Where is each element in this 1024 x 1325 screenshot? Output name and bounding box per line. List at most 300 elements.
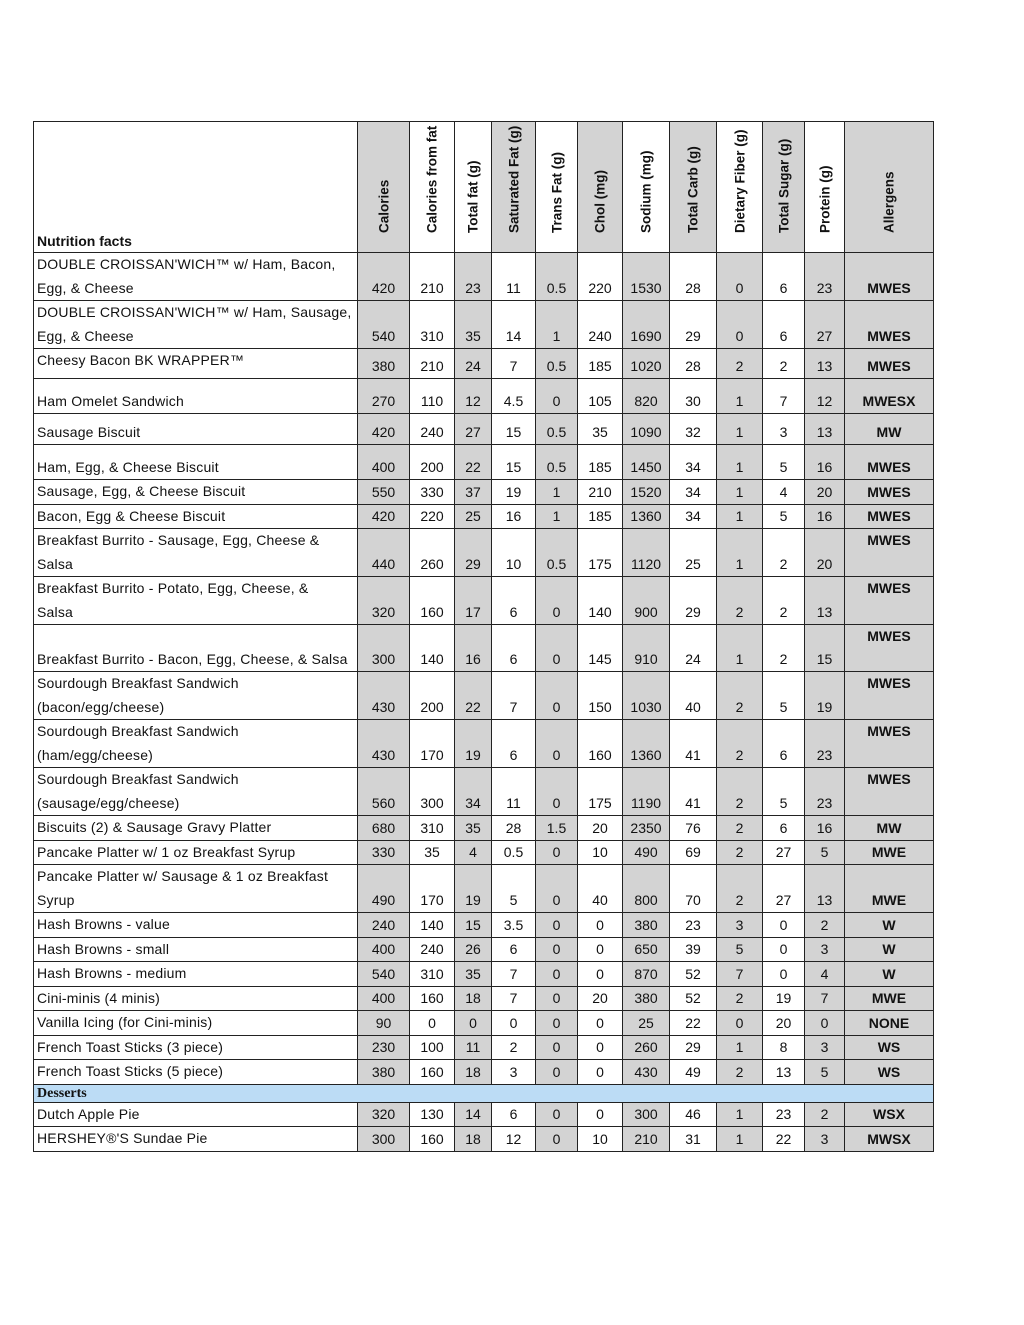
- value-cell: 40: [578, 865, 623, 913]
- value-cell: 320: [358, 577, 410, 625]
- allergen-cell: MW: [845, 816, 934, 841]
- value-cell: 1: [536, 301, 578, 349]
- value-cell: 540: [358, 301, 410, 349]
- value-cell: 6: [763, 720, 805, 768]
- value-cell: 380: [623, 913, 670, 938]
- item-name: [34, 379, 358, 414]
- item-name-line: Breakfast Burrito - Potato, Egg, Cheese, &: [37, 580, 309, 596]
- column-header-label: Total fat (g): [465, 160, 481, 233]
- item-name: [34, 1127, 358, 1152]
- value-cell: 69: [670, 840, 717, 865]
- allergen-cell: NONE: [845, 1011, 934, 1036]
- value-cell: 16: [805, 816, 845, 841]
- value-cell: 19: [763, 986, 805, 1011]
- value-cell: 20: [578, 816, 623, 841]
- item-name-line: (sausage/egg/cheese): [37, 794, 180, 811]
- value-cell: 5: [763, 445, 805, 480]
- value-cell: 5: [763, 504, 805, 529]
- value-cell: 490: [623, 840, 670, 865]
- value-cell: 2: [717, 1060, 763, 1085]
- value-cell: 0: [536, 1011, 578, 1036]
- value-cell: 6: [763, 253, 805, 301]
- value-cell: 35: [578, 414, 623, 445]
- value-cell: 29: [670, 1035, 717, 1060]
- value-cell: 5: [763, 672, 805, 720]
- item-name-line: Sourdough Breakfast Sandwich: [37, 723, 239, 739]
- item-name-line: Sausage, Egg, & Cheese Biscuit: [37, 483, 246, 499]
- item-name-line: Biscuits (2) & Sausage Gravy Platter: [37, 819, 272, 835]
- allergen-cell: MWES: [845, 625, 934, 672]
- value-cell: 820: [623, 379, 670, 414]
- value-cell: 6: [492, 937, 536, 962]
- column-header: [805, 122, 845, 253]
- value-cell: 240: [578, 301, 623, 349]
- value-cell: 40: [670, 672, 717, 720]
- value-cell: 300: [410, 768, 455, 816]
- value-cell: 0: [763, 962, 805, 987]
- value-cell: 6: [763, 301, 805, 349]
- value-cell: 430: [358, 672, 410, 720]
- value-cell: 28: [670, 253, 717, 301]
- value-cell: 4.5: [492, 379, 536, 414]
- value-cell: 15: [805, 625, 845, 672]
- column-header-label: Protein (g): [817, 165, 832, 233]
- table-row: [34, 445, 934, 480]
- value-cell: 0.5: [536, 529, 578, 577]
- value-cell: 16: [492, 504, 536, 529]
- value-cell: 16: [805, 445, 845, 480]
- column-header-label: Total Sugar (g): [776, 138, 791, 233]
- column-header: [717, 122, 763, 253]
- value-cell: 8: [763, 1035, 805, 1060]
- item-name-line: Ham, Egg, & Cheese Biscuit: [37, 458, 219, 475]
- value-cell: 140: [410, 913, 455, 938]
- column-header-label: Trans Fat (g): [549, 151, 564, 233]
- item-name-line: Hash Browns - small: [37, 940, 170, 957]
- value-cell: 2: [492, 1035, 536, 1060]
- value-cell: 185: [578, 504, 623, 529]
- item-name: [34, 625, 358, 672]
- value-cell: 30: [670, 379, 717, 414]
- value-cell: 17: [455, 577, 492, 625]
- item-name-line: Sourdough Breakfast Sandwich: [37, 675, 239, 691]
- value-cell: 22: [670, 1011, 717, 1036]
- value-cell: 1520: [623, 480, 670, 505]
- value-cell: 11: [492, 768, 536, 816]
- value-cell: 10: [578, 1127, 623, 1152]
- allergen-cell: MWES: [845, 253, 934, 301]
- value-cell: 240: [358, 913, 410, 938]
- value-cell: 260: [410, 529, 455, 577]
- value-cell: 46: [670, 1102, 717, 1127]
- value-cell: 200: [410, 445, 455, 480]
- value-cell: 105: [578, 379, 623, 414]
- item-name: [34, 349, 358, 379]
- allergen-cell: MWESX: [845, 379, 934, 414]
- value-cell: 39: [670, 937, 717, 962]
- table-row: [34, 504, 934, 529]
- value-cell: 1690: [623, 301, 670, 349]
- value-cell: 4: [805, 962, 845, 987]
- value-cell: 13: [763, 1060, 805, 1085]
- value-cell: 41: [670, 768, 717, 816]
- value-cell: 12: [455, 379, 492, 414]
- table-row: [34, 577, 934, 625]
- value-cell: 310: [410, 962, 455, 987]
- table-row: [34, 1035, 934, 1060]
- value-cell: 0: [536, 1035, 578, 1060]
- value-cell: 22: [763, 1127, 805, 1152]
- item-name-line: Breakfast Burrito - Bacon, Egg, Cheese, & Salsa: [37, 650, 348, 667]
- value-cell: 24: [670, 625, 717, 672]
- item-name-line: Syrup: [37, 891, 75, 908]
- value-cell: 19: [455, 720, 492, 768]
- value-cell: 1.5: [536, 816, 578, 841]
- value-cell: 2: [763, 625, 805, 672]
- value-cell: 13: [805, 577, 845, 625]
- value-cell: 160: [410, 577, 455, 625]
- allergen-cell: MWES: [845, 480, 934, 505]
- value-cell: 100: [410, 1035, 455, 1060]
- value-cell: 1: [717, 445, 763, 480]
- item-name: [34, 1060, 358, 1085]
- value-cell: 170: [410, 865, 455, 913]
- value-cell: 2350: [623, 816, 670, 841]
- value-cell: 220: [410, 504, 455, 529]
- value-cell: 1: [717, 1035, 763, 1060]
- value-cell: 800: [623, 865, 670, 913]
- value-cell: 3: [805, 937, 845, 962]
- value-cell: 300: [623, 1102, 670, 1127]
- value-cell: 20: [805, 529, 845, 577]
- value-cell: 3: [805, 1035, 845, 1060]
- value-cell: 0: [717, 253, 763, 301]
- value-cell: 440: [358, 529, 410, 577]
- value-cell: 1030: [623, 672, 670, 720]
- value-cell: 14: [492, 301, 536, 349]
- value-cell: 19: [805, 672, 845, 720]
- value-cell: 16: [455, 625, 492, 672]
- allergen-cell: W: [845, 913, 934, 938]
- value-cell: 1530: [623, 253, 670, 301]
- value-cell: 2: [805, 1102, 845, 1127]
- value-cell: 6: [492, 1102, 536, 1127]
- value-cell: 230: [358, 1035, 410, 1060]
- table-title: Nutrition facts: [34, 122, 358, 253]
- value-cell: 5: [492, 865, 536, 913]
- column-header: [536, 122, 578, 253]
- value-cell: 0.5: [492, 840, 536, 865]
- allergen-cell: MWSX: [845, 1127, 934, 1152]
- table-row: [34, 913, 934, 938]
- value-cell: 31: [670, 1127, 717, 1152]
- item-name: [34, 1102, 358, 1127]
- value-cell: 15: [492, 445, 536, 480]
- item-name-line: Pancake Platter w/ Sausage & 1 oz Breakfast: [37, 868, 329, 884]
- item-name: [34, 301, 358, 349]
- value-cell: 140: [578, 577, 623, 625]
- value-cell: 35: [410, 840, 455, 865]
- value-cell: 220: [578, 253, 623, 301]
- allergen-cell: MWE: [845, 986, 934, 1011]
- value-cell: 5: [717, 937, 763, 962]
- value-cell: 0: [536, 1060, 578, 1085]
- column-header: [623, 122, 670, 253]
- value-cell: 0: [578, 913, 623, 938]
- value-cell: 34: [670, 480, 717, 505]
- item-name-line: Sourdough Breakfast Sandwich: [37, 771, 239, 787]
- value-cell: 1: [717, 414, 763, 445]
- item-name-line: Cheesy Bacon BK WRAPPER™: [37, 352, 245, 368]
- item-name-line: Bacon, Egg & Cheese Biscuit: [37, 507, 226, 524]
- value-cell: 70: [670, 865, 717, 913]
- value-cell: 160: [410, 1060, 455, 1085]
- column-header-label: Sodium (mg): [638, 150, 654, 233]
- value-cell: 11: [455, 1035, 492, 1060]
- table-header: [34, 122, 934, 253]
- value-cell: 37: [455, 480, 492, 505]
- item-name-line: French Toast Sticks (5 piece): [37, 1063, 224, 1079]
- value-cell: 910: [623, 625, 670, 672]
- value-cell: 11: [492, 253, 536, 301]
- value-cell: 6: [492, 720, 536, 768]
- value-cell: 0: [536, 1102, 578, 1127]
- allergen-cell: WS: [845, 1060, 934, 1085]
- value-cell: 310: [410, 301, 455, 349]
- column-header: [455, 122, 492, 253]
- table-row: [34, 816, 934, 841]
- item-name: [34, 253, 358, 301]
- item-name-line: Egg, & Cheese: [37, 327, 134, 344]
- value-cell: 380: [358, 1060, 410, 1085]
- table-body: [34, 253, 934, 1152]
- value-cell: 0: [455, 1011, 492, 1036]
- value-cell: 24: [455, 349, 492, 379]
- value-cell: 7: [763, 379, 805, 414]
- value-cell: 29: [455, 529, 492, 577]
- item-name-line: French Toast Sticks (3 piece): [37, 1038, 224, 1055]
- value-cell: 0: [536, 937, 578, 962]
- item-name-line: (bacon/egg/cheese): [37, 698, 165, 715]
- value-cell: 300: [358, 1127, 410, 1152]
- value-cell: 400: [358, 445, 410, 480]
- value-cell: 3.5: [492, 913, 536, 938]
- value-cell: 150: [578, 672, 623, 720]
- table-row: [34, 414, 934, 445]
- value-cell: 330: [358, 840, 410, 865]
- value-cell: 5: [763, 768, 805, 816]
- value-cell: 0: [578, 1102, 623, 1127]
- value-cell: 18: [455, 986, 492, 1011]
- value-cell: 13: [805, 349, 845, 379]
- value-cell: 1: [536, 480, 578, 505]
- value-cell: 27: [763, 840, 805, 865]
- value-cell: 0.5: [536, 445, 578, 480]
- value-cell: 7: [492, 672, 536, 720]
- value-cell: 27: [763, 865, 805, 913]
- value-cell: 330: [410, 480, 455, 505]
- item-name-line: DOUBLE CROISSAN'WICH™ w/ Ham, Bacon,: [37, 256, 336, 272]
- column-header: [578, 122, 623, 253]
- item-name-line: Sausage Biscuit: [37, 423, 141, 440]
- value-cell: 35: [455, 962, 492, 987]
- value-cell: 2: [717, 986, 763, 1011]
- value-cell: 18: [455, 1060, 492, 1085]
- value-cell: 200: [410, 672, 455, 720]
- table-row: [34, 962, 934, 987]
- value-cell: 1020: [623, 349, 670, 379]
- value-cell: 13: [805, 865, 845, 913]
- table-row: [34, 986, 934, 1011]
- value-cell: 2: [717, 672, 763, 720]
- column-header-label: Calories: [376, 179, 391, 233]
- value-cell: 52: [670, 986, 717, 1011]
- value-cell: 1190: [623, 768, 670, 816]
- item-name: [34, 937, 358, 962]
- value-cell: 0: [717, 301, 763, 349]
- table-row: [34, 529, 934, 577]
- value-cell: 1: [717, 625, 763, 672]
- value-cell: 0: [763, 937, 805, 962]
- value-cell: 210: [410, 349, 455, 379]
- value-cell: 1360: [623, 720, 670, 768]
- value-cell: 2: [717, 865, 763, 913]
- table-row: [34, 768, 934, 816]
- value-cell: 7: [492, 986, 536, 1011]
- item-name-line: Dutch Apple Pie: [37, 1105, 140, 1122]
- section-label: Desserts: [34, 1084, 934, 1102]
- value-cell: 7: [492, 349, 536, 379]
- value-cell: 0: [410, 1011, 455, 1036]
- value-cell: 2: [763, 577, 805, 625]
- value-cell: 1450: [623, 445, 670, 480]
- value-cell: 0.5: [536, 253, 578, 301]
- value-cell: 0: [805, 1011, 845, 1036]
- value-cell: 680: [358, 816, 410, 841]
- column-header-label: Saturated Fat (g): [506, 125, 521, 233]
- value-cell: 2: [717, 577, 763, 625]
- allergen-cell: MWES: [845, 445, 934, 480]
- allergen-cell: MWES: [845, 768, 934, 816]
- value-cell: 41: [670, 720, 717, 768]
- value-cell: 210: [578, 480, 623, 505]
- value-cell: 7: [717, 962, 763, 987]
- value-cell: 76: [670, 816, 717, 841]
- value-cell: 2: [805, 913, 845, 938]
- value-cell: 160: [410, 986, 455, 1011]
- item-name: [34, 865, 358, 913]
- value-cell: 1: [717, 529, 763, 577]
- value-cell: 3: [763, 414, 805, 445]
- value-cell: 5: [805, 1060, 845, 1085]
- value-cell: 23: [805, 720, 845, 768]
- table-row: [34, 301, 934, 349]
- value-cell: 2: [763, 529, 805, 577]
- value-cell: 10: [578, 840, 623, 865]
- value-cell: 380: [358, 349, 410, 379]
- table-row: [34, 1102, 934, 1127]
- value-cell: 19: [492, 480, 536, 505]
- value-cell: 0: [578, 1011, 623, 1036]
- allergen-cell: MWE: [845, 865, 934, 913]
- value-cell: 260: [623, 1035, 670, 1060]
- item-name: [34, 504, 358, 529]
- table-row: [34, 625, 934, 672]
- value-cell: 0: [492, 1011, 536, 1036]
- allergen-cell: MWES: [845, 720, 934, 768]
- value-cell: 0: [536, 625, 578, 672]
- value-cell: 20: [578, 986, 623, 1011]
- allergen-cell: MWES: [845, 504, 934, 529]
- value-cell: 140: [410, 625, 455, 672]
- item-name: [34, 720, 358, 768]
- value-cell: 310: [410, 816, 455, 841]
- value-cell: 490: [358, 865, 410, 913]
- value-cell: 0.5: [536, 414, 578, 445]
- value-cell: 0: [536, 768, 578, 816]
- item-name-line: Pancake Platter w/ 1 oz Breakfast Syrup: [37, 843, 296, 860]
- value-cell: 0: [578, 962, 623, 987]
- value-cell: 6: [763, 816, 805, 841]
- value-cell: 130: [410, 1102, 455, 1127]
- value-cell: 210: [410, 253, 455, 301]
- table-row: [34, 937, 934, 962]
- allergen-cell: MWES: [845, 672, 934, 720]
- value-cell: 380: [623, 986, 670, 1011]
- item-name: [34, 962, 358, 987]
- value-cell: 23: [763, 1102, 805, 1127]
- value-cell: 32: [670, 414, 717, 445]
- value-cell: 0: [536, 577, 578, 625]
- table-row: [34, 349, 934, 379]
- table-row: [34, 480, 934, 505]
- value-cell: 22: [455, 445, 492, 480]
- value-cell: 400: [358, 937, 410, 962]
- value-cell: 5: [805, 840, 845, 865]
- value-cell: 0: [536, 986, 578, 1011]
- item-name-line: Salsa: [37, 603, 74, 620]
- item-name-line: Hash Browns - value: [37, 916, 170, 932]
- value-cell: 22: [455, 672, 492, 720]
- value-cell: 29: [670, 301, 717, 349]
- value-cell: 185: [578, 349, 623, 379]
- column-header-label: Calories from fat: [424, 125, 440, 233]
- value-cell: 0: [536, 840, 578, 865]
- item-name: [34, 816, 358, 841]
- item-name: [34, 480, 358, 505]
- allergen-cell: WSX: [845, 1102, 934, 1127]
- value-cell: 25: [670, 529, 717, 577]
- allergen-cell: WS: [845, 1035, 934, 1060]
- value-cell: 0: [536, 962, 578, 987]
- value-cell: 1: [717, 504, 763, 529]
- value-cell: 420: [358, 253, 410, 301]
- value-cell: 0: [536, 672, 578, 720]
- value-cell: 16: [805, 504, 845, 529]
- value-cell: 14: [455, 1102, 492, 1127]
- table-row: [34, 1060, 934, 1085]
- value-cell: 0: [763, 913, 805, 938]
- value-cell: 430: [358, 720, 410, 768]
- value-cell: 1360: [623, 504, 670, 529]
- value-cell: 34: [455, 768, 492, 816]
- value-cell: 10: [492, 529, 536, 577]
- table-row: [34, 720, 934, 768]
- value-cell: 7: [805, 986, 845, 1011]
- column-header: [670, 122, 717, 253]
- value-cell: 15: [492, 414, 536, 445]
- value-cell: 160: [578, 720, 623, 768]
